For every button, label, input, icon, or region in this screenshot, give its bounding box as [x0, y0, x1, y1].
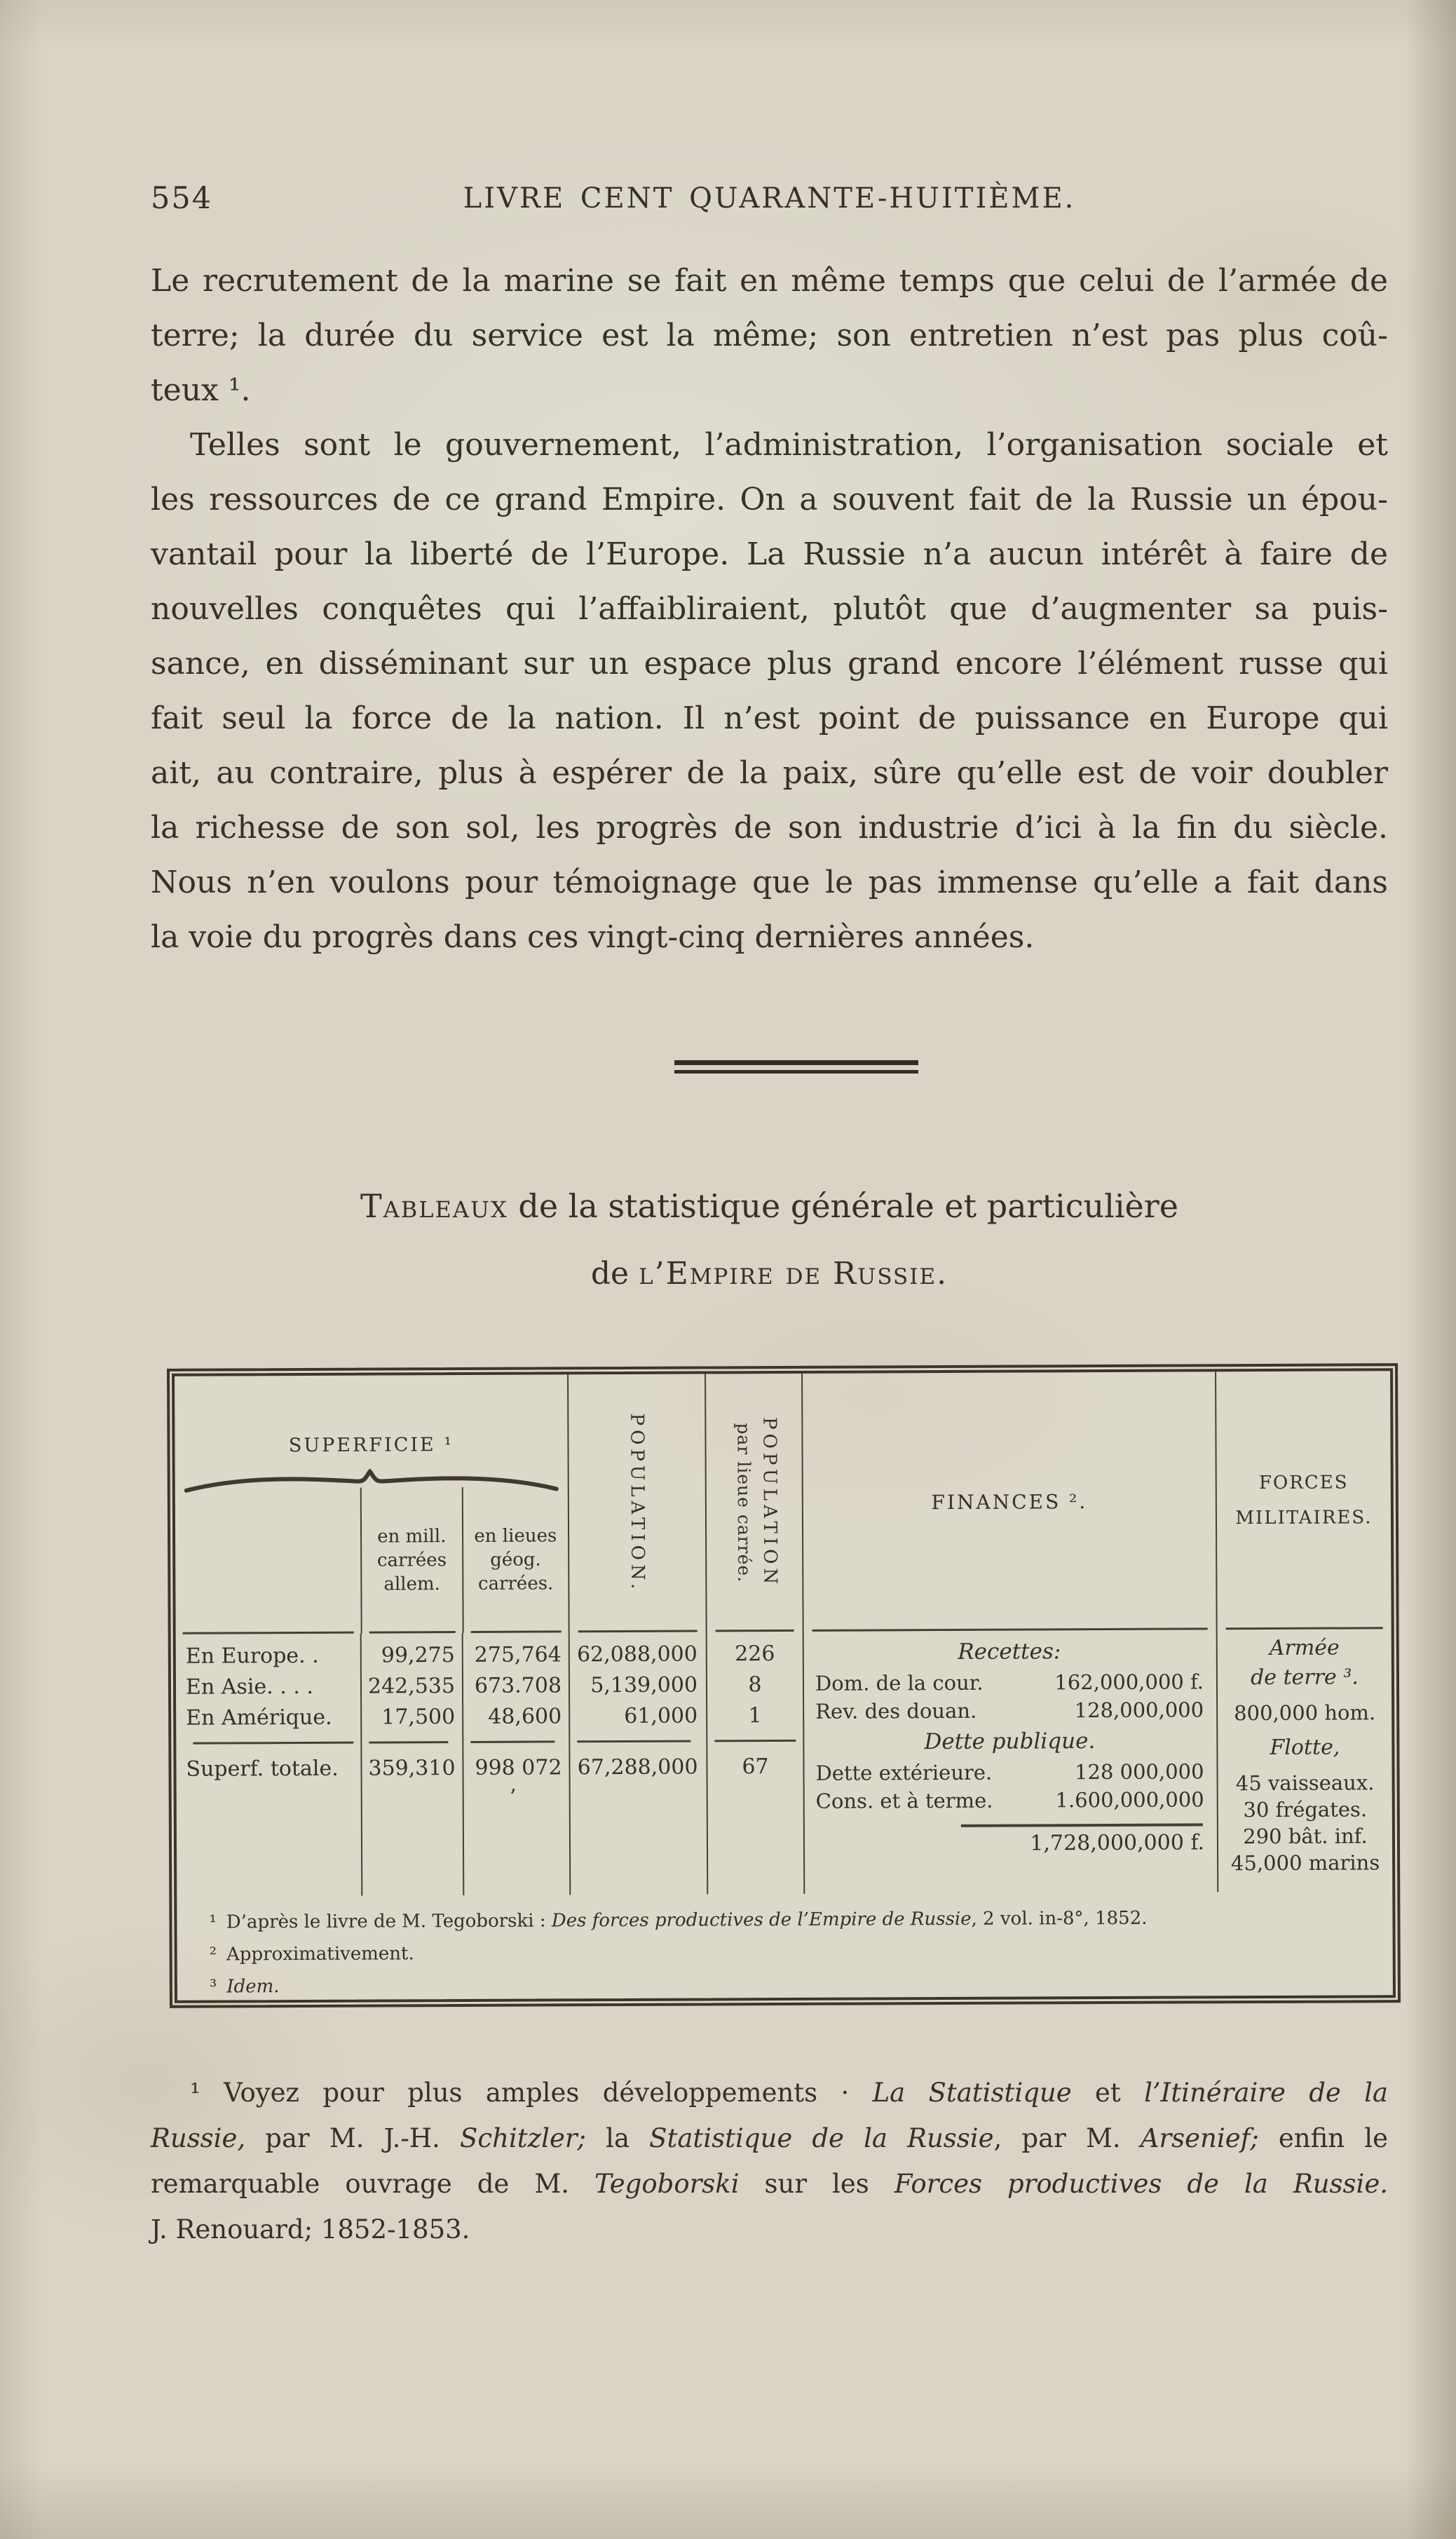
section-title-rest: de la statistique générale et particulière: [508, 1187, 1178, 1225]
footnote-marker: ²: [209, 1944, 217, 1965]
text-line: la voie du progrès dans ces vingt-cinq dernières années.: [151, 919, 1035, 955]
section-title-line1: [151, 1187, 1388, 1225]
cell-value: 62,088,000: [576, 1641, 698, 1667]
text-line: nouvelles conquêtes qui l’affaibliraient, plutôt que d’augmenter sa puis-: [151, 591, 1388, 627]
footnote-text: D’après le livre de M. Tegoborski : Des forces productives de l’Empire de Russie, 2 vol. in-8°, 1852.: [226, 1907, 1148, 1933]
recettes-title: Recettes:: [958, 1639, 1061, 1665]
text-line: Nous n’en voulons pour témoignage que le pas immense qu’elle a fait dans: [151, 865, 1388, 900]
finance-label: Dette extérieure.: [815, 1760, 993, 1785]
column-regions: [176, 1634, 363, 1897]
statistics-table: [167, 1363, 1401, 2008]
text-line: vantail pour la liberté de l’Europe. La Russie n’a aucun intérêt à faire de: [151, 536, 1388, 572]
running-title: LIVRE CENT QUARANTE-HUITIÈME.: [463, 182, 1076, 215]
flotte-item: 30 frégates.: [1243, 1797, 1368, 1822]
finance-value: 128 000,000: [1074, 1759, 1204, 1785]
flotte-title: Flotte,: [1270, 1735, 1340, 1760]
text-line: terre; la durée du service est la même; son entretien n’est pas plus coû-: [151, 318, 1388, 353]
finance-value: 128,000,000: [1074, 1698, 1204, 1723]
footnote-marker: ¹: [209, 1911, 217, 1933]
finance-value: 1.600,000,000: [1055, 1787, 1204, 1813]
header-population-par-lieue-line1: POPULATION: [758, 1416, 781, 1589]
table-footnotes: [177, 1891, 1393, 2010]
running-head: [151, 181, 1388, 217]
row-label-total: Superf. totale.: [186, 1756, 339, 1782]
section-title-pre: de: [590, 1256, 639, 1292]
text-line: teux ¹.: [151, 372, 251, 408]
section-title-word: Tableaux: [360, 1187, 508, 1225]
row-label: En Europe. .: [185, 1643, 319, 1669]
finance-label: Cons. et à terme.: [815, 1788, 993, 1813]
column-lieues-geog: [463, 1632, 571, 1895]
text-line: fait seul la force de la nation. Il n’est point de puissance en Europe qui: [151, 700, 1388, 736]
armee-value: 800,000 hom.: [1234, 1700, 1376, 1726]
cell-value: 61,000: [624, 1703, 698, 1728]
text-line: les ressources de ce grand Empire. On a souvent fait de la Russie un épou-: [151, 482, 1388, 517]
header-finances: FINANCES ².: [803, 1372, 1218, 1632]
finance-value: 162,000,000 f.: [1054, 1670, 1204, 1695]
header-population-par-lieue-line2: par lieue carrée.: [733, 1423, 755, 1583]
cell-value: 242,535: [367, 1674, 456, 1699]
row-label: En Asie. . . .: [185, 1674, 313, 1700]
header-superficie-subrow: [175, 1487, 569, 1634]
text-line: ait, au contraire, plus à espérer de la paix, sûre qu’elle est de voir doubler: [151, 755, 1388, 791]
cell-value: 99,275: [381, 1643, 455, 1668]
header-forces-line2: MILITAIRES.: [1235, 1507, 1373, 1529]
text-line: Le recrutement de la marine se fait en même temps que celui de l’armée de: [151, 263, 1388, 299]
total-separator: [369, 1741, 448, 1743]
section-title-empire: l’Empire de Russie.: [639, 1256, 948, 1292]
header-superficie-label: SUPERFICIE ¹: [288, 1434, 454, 1457]
footnote-text: Idem.: [226, 1976, 280, 1998]
header-superficie-group: [175, 1374, 570, 1634]
column-forces: [1218, 1629, 1393, 1892]
cell-total: 67,288,000: [577, 1754, 698, 1780]
flotte-item: 45 vaisseaux.: [1235, 1770, 1375, 1796]
page-number: 554: [151, 181, 213, 216]
text-line: Telles sont le gouvernement, l’administration, l’organisation sociale et: [190, 427, 1388, 463]
table-footnote-3: [210, 1965, 1379, 2003]
cell-value: 17,500: [381, 1705, 456, 1730]
footnote-line: remarquable ouvrage de M. Tegoborski sur les Forces productives de la Russie.: [151, 2169, 1388, 2199]
table-footnote-2: [210, 1933, 1379, 1970]
column-population: [570, 1632, 709, 1895]
header-population-par-lieue: [706, 1374, 804, 1632]
cell-total: 998 072: [475, 1755, 562, 1780]
column-density: [707, 1632, 805, 1895]
finance-line: [815, 1757, 1204, 1787]
table-footnote-1: [209, 1901, 1378, 1938]
text-line: sance, en disséminant sur un espace plus grand encore l’élément russe qui: [151, 646, 1388, 682]
page-footnote: [151, 2070, 1388, 2252]
cell-total: 67: [742, 1754, 769, 1780]
footnote-marker: ³: [209, 1976, 217, 1998]
text-line: la richesse de son sol, les progrès de son industrie d’ici à la fin du siècle.: [151, 810, 1388, 846]
cell-value: 48,600: [488, 1704, 562, 1729]
stray-comma-mark: ’: [509, 1785, 517, 1810]
finance-line: [816, 1785, 1204, 1815]
flotte-item: 290 bât. inf.: [1243, 1824, 1368, 1849]
header-forces-line1: FORCES: [1258, 1472, 1349, 1494]
total-separator: [577, 1740, 690, 1743]
armee-title-line1: Armée: [1269, 1635, 1340, 1660]
finance-total: 1,728,000,000 f.: [1030, 1830, 1205, 1856]
finance-line: [815, 1667, 1204, 1697]
cell-total: 359,310: [368, 1756, 456, 1781]
dette-publique-title: Dette publique.: [924, 1728, 1096, 1755]
cell-value: 275,764: [474, 1642, 562, 1667]
header-mill-carrees: en mill. carrées allem.: [360, 1487, 462, 1634]
flotte-item: 45,000 marins: [1230, 1850, 1380, 1876]
footnote-line: J. Renouard; 1852-1853.: [151, 2214, 470, 2245]
finance-label: Rev. des douan.: [815, 1698, 977, 1724]
section-divider-rule: [674, 1060, 918, 1074]
table-body: [176, 1629, 1393, 1897]
cell-value: 1: [748, 1703, 762, 1728]
total-separator: [714, 1740, 796, 1742]
table-header-row: [175, 1371, 1392, 1634]
footnote-line: Russie, par M. J.-H. Schitzler; la Statistique de la Russie, par M. Arsenief; enfin le: [151, 2123, 1388, 2153]
finance-line: [815, 1695, 1204, 1725]
section-title-line2: [151, 1256, 1388, 1292]
cell-value: 673.708: [474, 1673, 562, 1698]
column-mill-carrees: [362, 1633, 465, 1896]
header-spacer-cell: [175, 1488, 361, 1634]
column-finances: [804, 1630, 1219, 1894]
total-separator: [470, 1740, 554, 1743]
footnote-text: Approximativement.: [226, 1943, 414, 1965]
header-forces-militaires: [1216, 1371, 1392, 1630]
cell-value: 226: [735, 1641, 775, 1667]
header-lieues-geog: en lieues géog. carrées.: [461, 1487, 568, 1633]
header-population: POPULATION.: [569, 1374, 707, 1632]
row-label: En Amérique.: [186, 1705, 332, 1731]
cell-value: 5,139,000: [590, 1672, 698, 1698]
cell-value: 8: [748, 1672, 762, 1698]
footnote-line: ¹ Voyez pour plus amples développements · La Statistique et l’Itinéraire de la: [190, 2078, 1388, 2108]
total-separator: [193, 1742, 353, 1745]
armee-title-line2: de terre ³.: [1250, 1665, 1359, 1691]
finance-label: Dom. de la cour.: [815, 1670, 984, 1695]
main-text: [151, 254, 1388, 965]
